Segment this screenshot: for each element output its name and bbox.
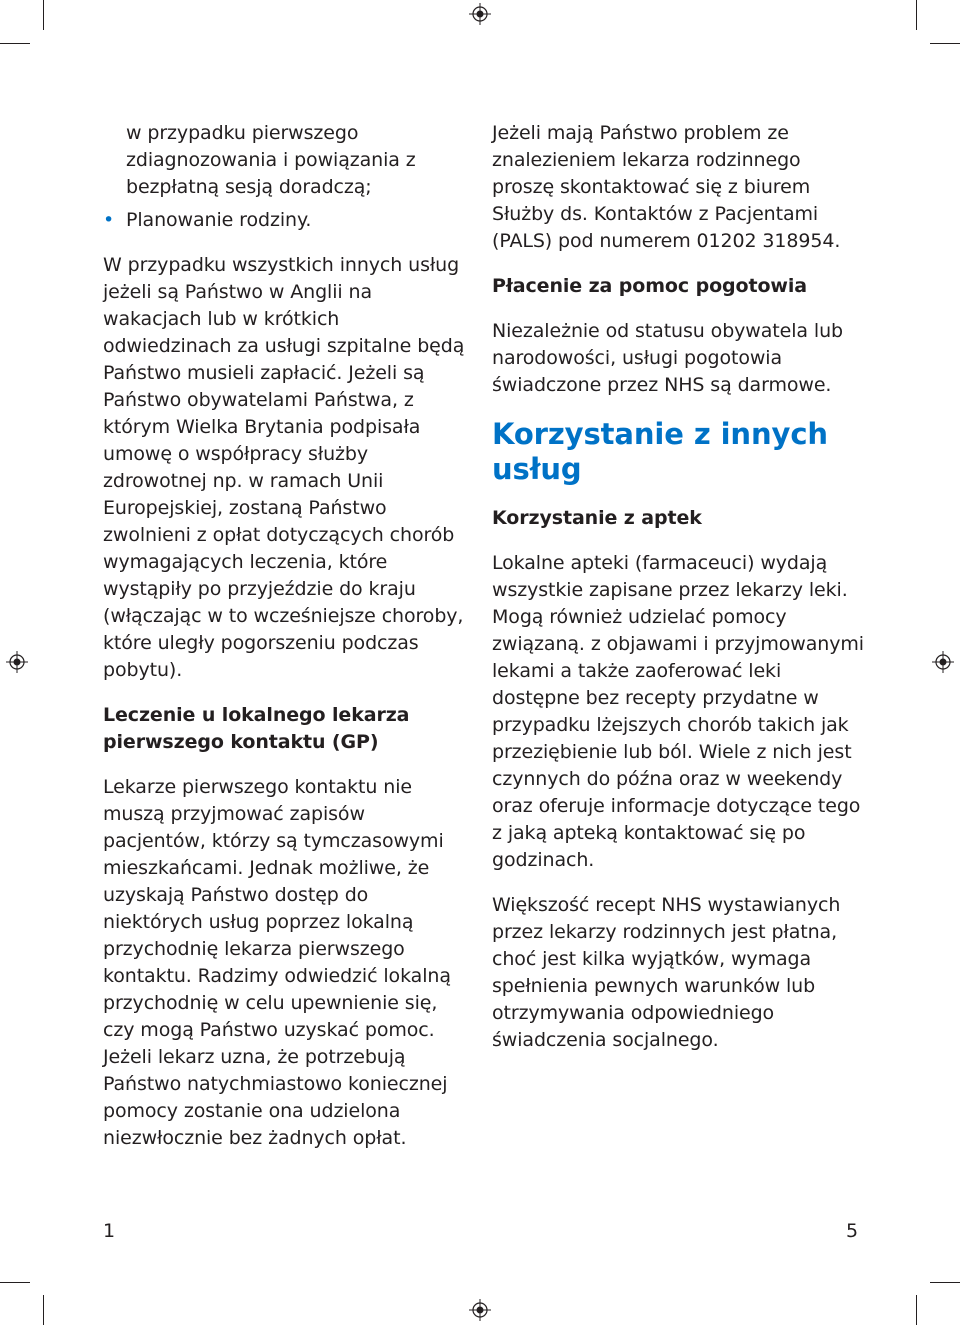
paragraph-pals: Jeżeli mają Państwo problem ze znalezieniem lekarza rodzinnego proszę skontaktować się z biurem Służby ds. Kontaktów z Pacjentami (PALS) pod numerem 01202 318954. (492, 122, 841, 252)
registration-mark-icon (469, 3, 491, 25)
bullet-icon: • (103, 209, 115, 231)
heading-pharmacy: Korzystanie z aptek (492, 507, 702, 529)
page-number-right: 5 (846, 1220, 859, 1242)
left-column (103, 120, 473, 1152)
registration-mark-icon (932, 651, 954, 673)
crop-mark (930, 43, 960, 44)
paragraph-ambulance: Niezależnie od statusu obywatela lub narodowości, usługi pogotowia świadczone przez NHS są darmowe. (492, 320, 843, 396)
intro-text: w przypadku pierwszego zdiagnozowania i powiązania z bezpłatną sesją doradczą; (126, 122, 416, 198)
registration-mark-icon (469, 1299, 491, 1321)
crop-mark (0, 43, 30, 44)
paragraph-overseas: W przypadku wszystkich innych usług jeżeli są Państwo w Anglii na wakacjach lub w krótkich odwiedzinach za usługi szpitalne będą Państwo musieli zapłacić. Jeżeli są Państwo obywatelami Państwa, z którym Wielka Brytania podpisała umowę o współpracy służby zdrowotnej np. w ramach Unii Europejskiej, zostaną Państwo zwolnieni z opłat dotyczących chorób wymagających leczenia, które wystąpiły po przyjeździe do kraju (włączając w to wcześniejsze choroby, które uległy pogorszeniu podczas pobytu). (103, 254, 465, 681)
page-number-left: 1 (103, 1220, 116, 1242)
bullet-item (103, 207, 473, 234)
paragraph-pharmacy: Lokalne apteki (farmaceuci) wydają wszystkie zapisane przez lekarzy leki. Mogą również udzielać pomocy związaną. z objawami i przyjmowanymi lekami a także zaoferować leki dostępne bez recepty przydatne w przypadku lżejszych chorób takich jak przeziębienie lub ból. Wiele z nich jest czynnych do późna oraz w weekendy oraz oferuje informacje dotyczące tego z jaką apteką kontaktować się po godzinach. (492, 552, 864, 871)
crop-mark (0, 1282, 30, 1283)
crop-mark (43, 0, 44, 30)
paragraph-gp: Lekarze pierwszego kontaktu nie muszą przyjmować zapisów pacjentów, którzy są tymczasowymi mieszkańcami. Jednak możliwe, że uzyskają Państwo dostęp do niektórych usług poprzez lokalną przychodnię lekarza pierwszego kontaktu. Radzimy odwiedzić lokalną przychodnię w celu upewnienie się, czy mogą Państwo uzyskać pomoc. Jeżeli lekarz uzna, że potrzebują Państwo natychmiastowo koniecznej pomocy zostanie ona udzielona niezwłocznie bez żadnych opłat. (103, 776, 451, 1149)
registration-mark-icon (6, 651, 28, 673)
heading-ambulance: Płacenie za pomoc pogotowia (492, 275, 807, 297)
crop-mark (43, 1295, 44, 1325)
section-title: Korzystanie z innych usług (492, 417, 828, 486)
bullet-text: Planowanie rodziny. (126, 209, 312, 231)
crop-mark (930, 1282, 960, 1283)
paragraph-prescriptions: Większość recept NHS wystawianych przez lekarzy rodzinnych jest płatna, choć jest kilka wyjątków, wymaga spełnienia pewnych warunków lub otrzymywania odpowiedniego świadczenia socjalnego. (492, 894, 841, 1051)
crop-mark (916, 1295, 917, 1325)
crop-mark (916, 0, 917, 30)
heading-gp: Leczenie u lokalnego lekarza pierwszego kontaktu (GP) (103, 704, 410, 753)
right-column (492, 120, 864, 1054)
